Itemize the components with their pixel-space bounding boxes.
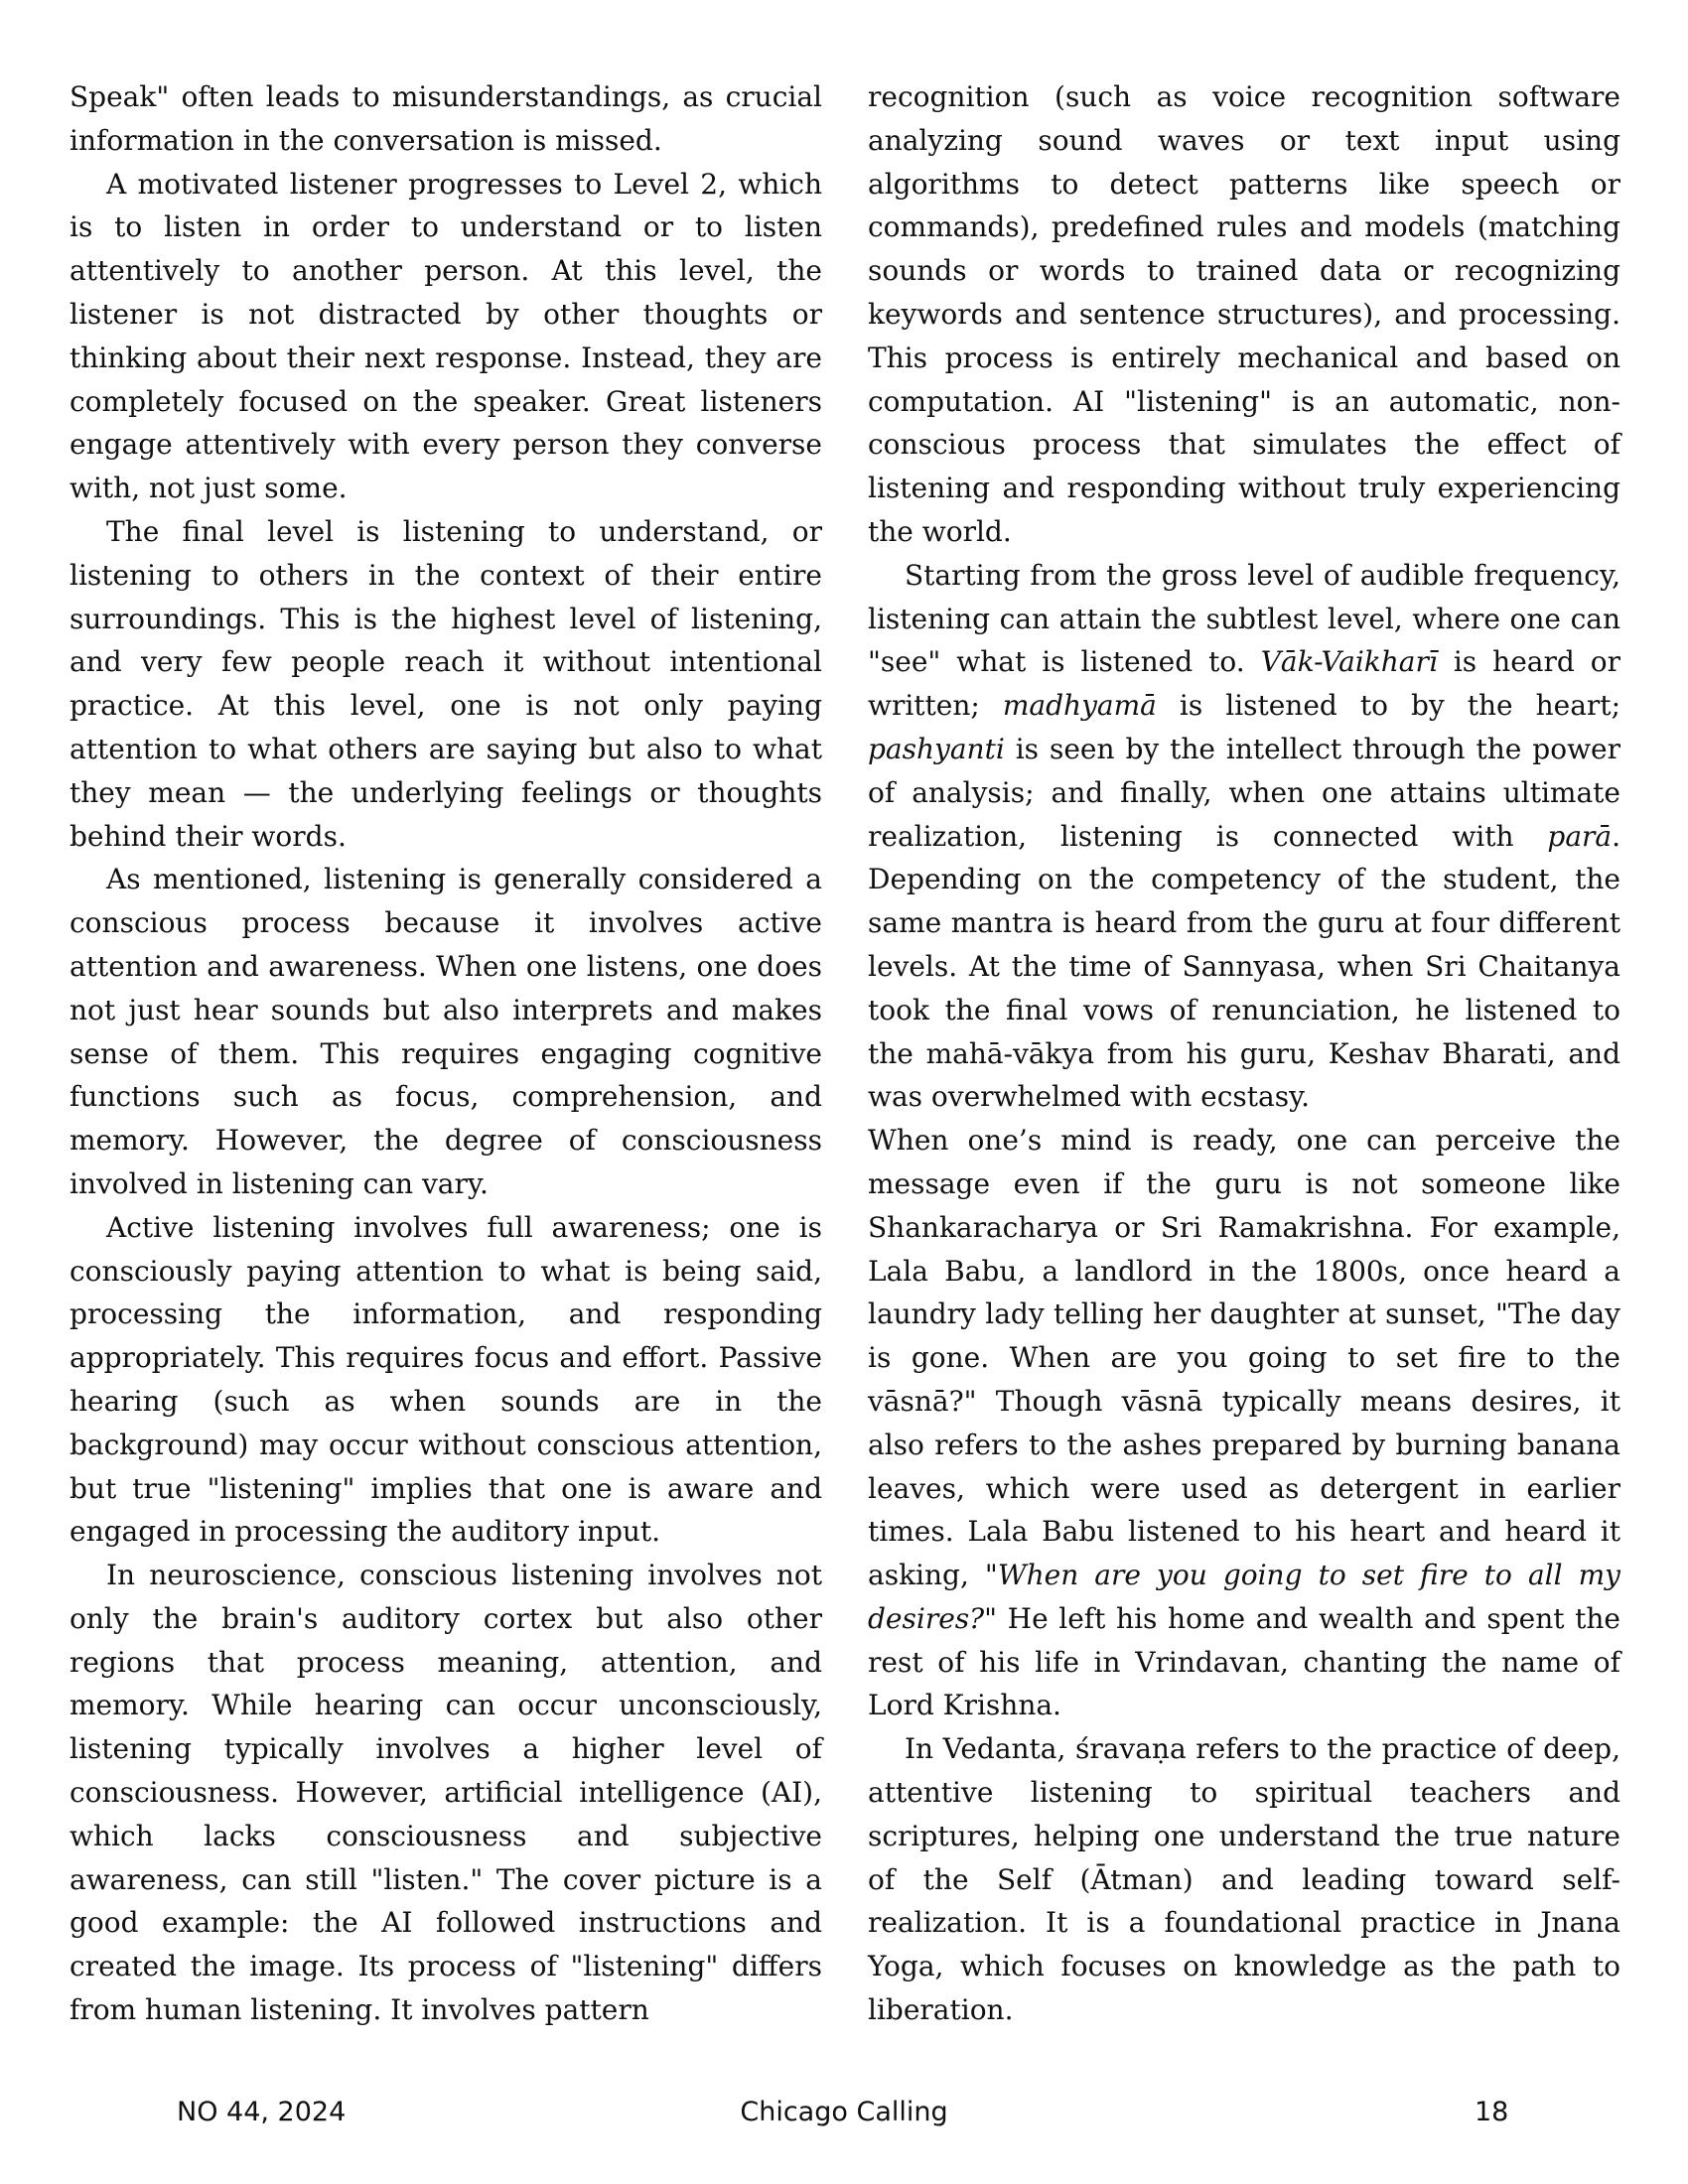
italic-term: pashyanti xyxy=(868,732,1005,765)
left-column xyxy=(70,75,822,2032)
page-number: 18 xyxy=(1475,2097,1509,2127)
text-run: is seen by the intellect through the power of analysis; and finally, when one attains ultimate realization, listening is connected with xyxy=(868,732,1620,853)
issue-label: NO 44, 2024 xyxy=(177,2097,347,2127)
body-paragraph: As mentioned, listening is generally considered a conscious process because it involves active attention and awareness. When one listens, one does not just hear sounds but also interprets and makes sense of them. This requires engaging cognitive functions such as focus, comprehension, and memory. However, the degree of consciousness involved in listening can vary. xyxy=(70,863,822,1200)
italic-quote: When are you going to set fire to all my desires? xyxy=(868,1559,1620,1635)
body-paragraph: The final level is listening to understand, or listening to others in the context of their entire surroundings. This is the highest level of listening, and very few people reach it without intentional practice. At this level, one is not only paying attention to what others are saying but also to what they mean — the underlying feelings or thoughts behind their words. xyxy=(70,514,822,853)
body-paragraph: In Vedanta, śravaṇa refers to the practice of deep, attentive listening to spiritual teachers and scriptures, helping one understand the true nature of the Self (Ātman) and leading toward self-realization. It is a foundational practice in Jnana Yoga, which focuses on knowledge as the path to liberation. xyxy=(868,1732,1620,2027)
text-run: Starting from the gross level of audible frequency, listening can attain the subtlest level, where one can "see" what is listened to. xyxy=(868,558,1620,679)
italic-term: Vāk-Vaikharī xyxy=(1260,645,1438,679)
text-run: When one’s mind is ready, one can perceive the message even if the guru is not someone like Shankaracharya or Sri Ramakrishna. For example, Lala Babu, a landlord in the 1800s, once heard a laundry lady telling her daughter at sunset, "The day is gone. When are you going to set fire to the vāsnā?" Though vāsnā typically means desires, it also refers to the ashes prepared by burning banana leaves, which were used as detergent in earlier times. Lala Babu listened to his heart and heard it asking, " xyxy=(868,1124,1620,1592)
body-paragraph xyxy=(868,1119,1620,1727)
body-paragraph: A motivated listener progresses to Level 2, which is to listen in order to understand or to listen attentively to another person. At this level, the listener is not distracted by other thoughts or thinking about their next response. Instead, they are completely focused on the speaker. Great listeners engage attentively with every person they converse with, not just some. xyxy=(70,167,822,505)
text-run: is listened to by the heart; xyxy=(1156,689,1620,723)
body-paragraph: Speak" often leads to misunderstandings, as crucial information in the conversation is missed. xyxy=(70,80,822,157)
italic-term: parā xyxy=(1547,819,1613,853)
text-run: " He left his home and wealth and spent the rest of his life in Vrindavan, chanting the name of Lord Krishna. xyxy=(868,1601,1620,1722)
page-footer xyxy=(0,2097,1688,2136)
right-column xyxy=(868,75,1620,2032)
body-paragraph xyxy=(868,554,1620,1119)
text-run: . Depending on the competency of the student, the same mantra is heard from the guru at four different levels. At the time of Sannyasa, when Sri Chaitanya took the final vows of renunciation, he listened to the mahā-vākya from his guru, Keshav Bharati, and was overwhelmed with ecstasy. xyxy=(868,819,1620,1114)
body-paragraph: In neuroscience, conscious listening involves not only the brain's auditory cortex but also other regions that process meaning, attention, and memory. While hearing can occur unconsciously, listening typically involves a higher level of consciousness. However, artificial intelligence (AI), which lacks consciousness and subjective awareness, can still "listen." The cover picture is a good example: the AI followed instructions and created the image. Its process of "listening" differs from human listening. It involves pattern xyxy=(70,1559,822,2027)
publication-title: Chicago Calling xyxy=(740,2097,948,2127)
body-paragraph: Active listening involves full awareness; one is consciously paying attention to what is being said, processing the information, and responding appropriately. This requires focus and effort. Passive hearing (such as when sounds are in the background) may occur without conscious attention, but true "listening" implies that one is aware and engaged in processing the auditory input. xyxy=(70,1210,822,1549)
body-paragraph: recognition (such as voice recognition software analyzing sound waves or text input using algorithms to detect patterns like speech or commands), predefined rules and models (matching sounds or words to trained data or recognizing keywords and sentence structures), and processing. This process is entirely mechanical and based on computation. AI "listening" is an automatic, non-conscious process that simulates the effect of listening and responding without truly experiencing the world. xyxy=(868,80,1620,548)
italic-term: madhyamā xyxy=(1002,689,1157,723)
text-run: is heard or written; xyxy=(868,645,1621,723)
